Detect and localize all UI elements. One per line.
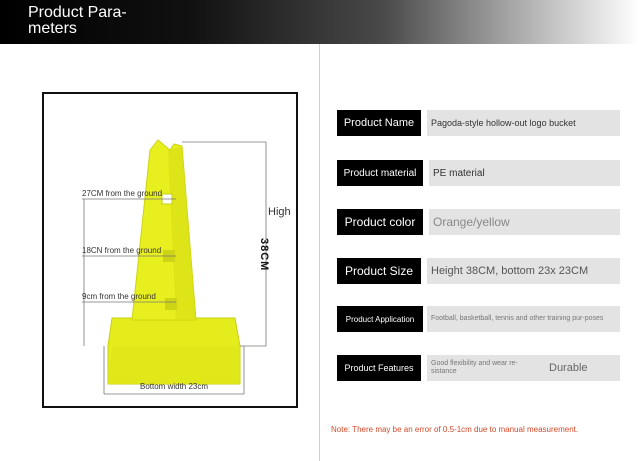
param-label: Product Name <box>337 110 421 136</box>
measurement-note: Note: There may be an error of 0.5-1cm due to manual measurement. <box>331 425 579 434</box>
param-label: Product material <box>337 160 423 186</box>
page-title-line-1: Product Para- <box>28 4 127 21</box>
param-row-size <box>337 258 620 284</box>
param-row-features <box>337 355 620 381</box>
mark-9cm-label: 9cm from the ground <box>82 292 156 301</box>
param-row-application <box>337 306 620 332</box>
param-row-color <box>337 209 620 235</box>
param-label: Product Features <box>337 355 421 381</box>
page-title-line-2: meters <box>28 20 77 37</box>
param-row-name <box>337 110 620 136</box>
cone-hole-bottom <box>165 298 177 310</box>
height-label: High <box>268 206 291 218</box>
mark-27cm-label: 27CM from the ground <box>82 189 163 198</box>
param-value-text: Good flexibility and wear re-sistance <box>431 360 518 375</box>
height-size-label: 38CM <box>258 238 270 272</box>
param-label: Product Application <box>337 306 423 332</box>
param-value: Football, basketball, tennis and other training pur-poses <box>427 306 620 332</box>
param-value-extra: Durable <box>549 362 588 374</box>
param-value: PE material <box>429 160 620 186</box>
param-value: Orange/yellow <box>429 209 620 235</box>
mark-18cm-label: 18CN from the ground <box>82 246 162 255</box>
param-label: Product color <box>337 209 423 235</box>
param-value: Pagoda-style hollow-out logo bucket <box>427 110 620 136</box>
param-label: Product Size <box>337 258 421 284</box>
bottom-width-label: Bottom width 23cm <box>140 382 209 391</box>
param-value: Height 38CM, bottom 23x 23CM <box>427 258 620 284</box>
param-value <box>427 355 620 381</box>
cone-base-shading <box>108 346 240 384</box>
cone-illustration <box>108 140 240 384</box>
param-row-material <box>337 160 620 186</box>
